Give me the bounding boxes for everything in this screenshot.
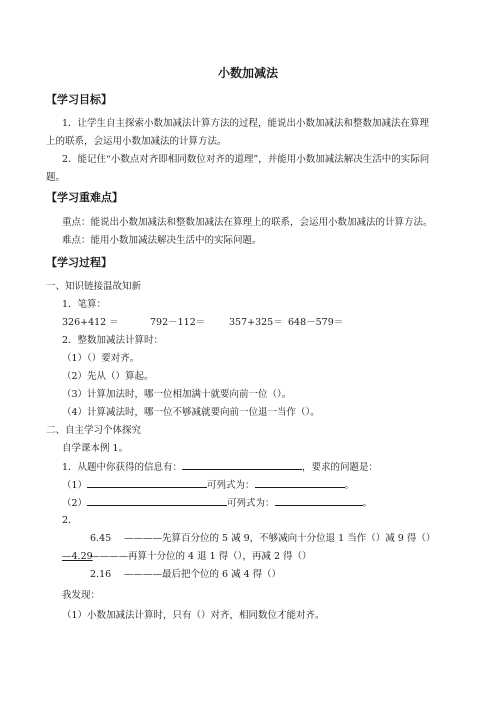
section-1-title: 一、知识链接温故知新 — [46, 281, 142, 292]
rule-1: （1）（）要对齐。 — [62, 353, 140, 364]
question-1: 1．从题中你获得的信息有： ，要求的问题是： — [62, 462, 379, 473]
rule-3: （3）计算加法时，哪一位相加满十就要向前一位（）。 — [62, 389, 292, 400]
process-heading: 【学习过程】 — [46, 256, 112, 269]
self-study: 自学课本例 1。 — [62, 443, 129, 454]
step-3: ————最后把个位的 6 减 4 得（） — [124, 569, 282, 580]
calc-b: 792－112＝ — [150, 317, 206, 328]
question-1b: （2） 可列式为： 。 — [62, 498, 373, 509]
answer-blank[interactable] — [87, 478, 207, 488]
calc-a: 326+412 ＝ — [62, 317, 119, 328]
difference: 2.16 — [90, 569, 112, 580]
goal-1-line-2: 上的联系，会运用小数加减法的计算方法。 — [46, 136, 227, 147]
rule-4: （4）计算减法时，哪一位不够减就要向前一位退一当作（）。 — [62, 407, 320, 418]
goals-heading: 【学习目标】 — [46, 93, 112, 106]
key-point: 重点：能说出小数加减法和整数加减法在算理上的联系，会运用小数加减法的计算方法。 — [62, 217, 433, 228]
step-2: ————再算十分位的 4 退 1 得（），再减 2 得（） — [90, 551, 312, 562]
calc-d: 648－579＝ — [288, 317, 344, 328]
goal-1-line-1: 1．让学生自主探索小数加减法计算方法的过程，能说出小数加减法和整数加减法在算理 — [62, 118, 430, 129]
discover-1: （1）小数加减法计算时，只有（）对齐，相同数位才能对齐。 — [62, 610, 325, 621]
discover-label: 我发现： — [62, 590, 101, 601]
calc-c: 357+325＝ — [229, 317, 283, 328]
step-1: ————先算百分位的 5 减 9，不够减向十分位退 1 当作（）减 9 得（） — [124, 533, 436, 544]
question-2-label: 2． — [62, 515, 78, 526]
answer-blank[interactable] — [87, 496, 227, 506]
subtrahend: —4.29 — [62, 551, 93, 562]
goal-2-line-2: 题。 — [46, 172, 66, 183]
answer-blank[interactable] — [275, 496, 363, 506]
difficulty-point: 难点：能用小数加减法解决生活中的实际问题。 — [62, 235, 262, 246]
page-title: 小数加减法 — [217, 66, 278, 80]
goal-2-line-1: 2．能记住“小数点对齐即相同数位对齐的道理”，并能用小数加减法解决生活中的实际问 — [62, 154, 430, 165]
section-1-q2: 2．整数加减法计算时： — [62, 335, 164, 346]
question-1a: （1） 可列式为： 。 — [62, 480, 355, 491]
keypoints-heading: 【学习重难点】 — [46, 191, 123, 204]
answer-blank[interactable] — [182, 460, 302, 470]
rule-2: （2）先从（）算起。 — [62, 371, 154, 382]
answer-blank[interactable] — [255, 478, 345, 488]
section-1-q1: 1．笔算： — [62, 299, 107, 310]
section-2-title: 二、自主学习个体探究 — [46, 425, 142, 436]
minuend: 6.45 — [90, 533, 112, 544]
